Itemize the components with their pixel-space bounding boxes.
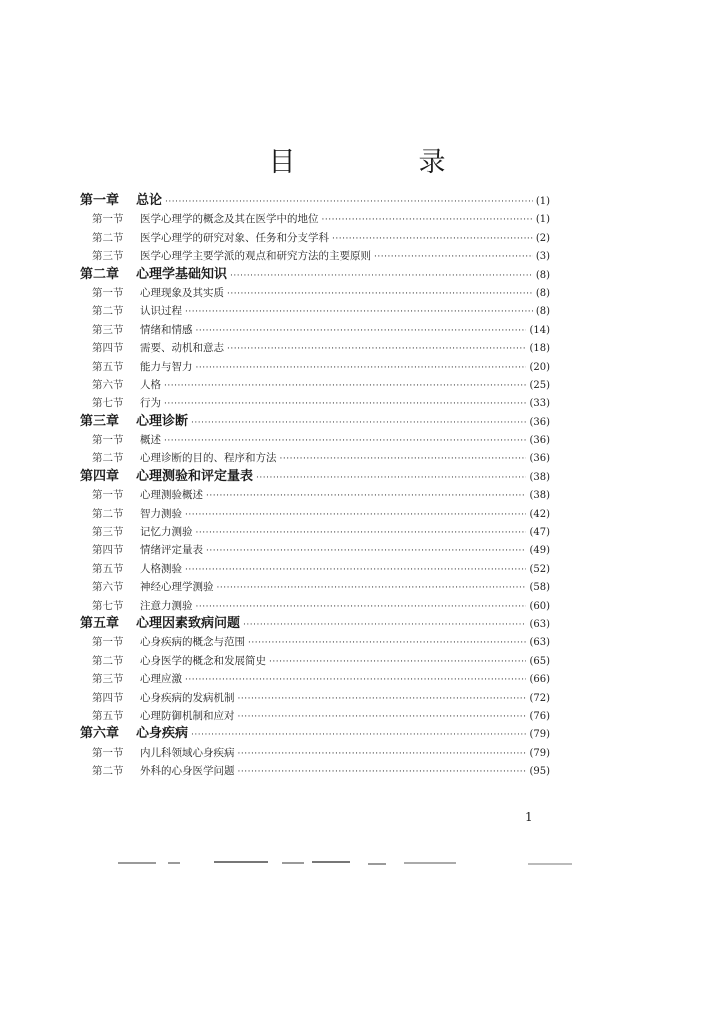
page-reference: (95) [529,766,550,778]
page-reference: (49) [529,545,550,557]
toc-chapter-row [80,192,550,210]
chapter-number: 第二章 [80,266,120,282]
section-number: 第六节 [92,581,124,594]
section-title: 心理诊断的目的、程序和方法 [140,452,277,465]
dot-leader [227,340,526,357]
section-title: 心身疾病的发病机制 [140,691,235,704]
section-title: 注意力测验 [140,599,193,612]
section-title: 记忆力测验 [140,526,193,539]
section-number: 第一节 [92,286,124,299]
dot-leader [322,211,533,228]
chapter-number: 第六章 [80,726,120,742]
chapter-title: 心理因素致病问题 [136,615,241,631]
page-reference: (63) [529,618,550,630]
scan-streak [528,863,572,865]
page-reference: (66) [529,674,550,686]
page-title: 目 录 [268,147,494,178]
section-number: 第四节 [92,691,124,704]
section-title: 医学心理学主要学派的观点和研究方法的主要原则 [140,250,371,263]
section-title: 医学心理学的研究对象、任务和分支学科 [140,231,329,244]
section-number: 第二节 [92,231,124,244]
page-reference: (42) [529,508,550,520]
toc-chapter-row [80,725,550,743]
toc-section-row [80,689,550,707]
section-number: 第三节 [92,250,124,263]
toc-section-row [80,652,550,670]
section-number: 第六节 [92,378,124,391]
section-number: 第二节 [92,507,124,520]
section-number: 第五节 [92,360,124,373]
toc-section-row [80,358,550,376]
section-number: 第五节 [92,709,124,722]
section-number: 第一节 [92,636,124,649]
dot-leader [196,322,527,339]
section-number: 第二节 [92,654,124,667]
dot-leader [191,414,526,431]
toc-section-row [80,486,550,504]
section-title: 概述 [140,434,161,447]
toc-section-row [80,523,550,541]
scan-streak [368,863,386,865]
scan-streak [118,862,156,864]
section-title: 行为 [140,397,161,410]
toc-section-row [80,744,550,762]
page-reference: (36) [529,435,550,447]
toc-section-row [80,762,550,780]
dot-leader [256,469,526,486]
section-title: 心身医学的概念和发展简史 [140,654,266,667]
page-reference: (60) [529,600,550,612]
scan-streak [312,861,350,863]
chapter-number: 第三章 [80,413,120,429]
page-number: 1 [525,810,533,824]
section-title: 医学心理学的概念及其在医学中的地位 [140,213,319,226]
section-number: 第一节 [92,746,124,759]
page-reference: (33) [529,398,550,410]
page-reference: (1) [535,196,550,207]
section-title: 心理现象及其实质 [140,286,224,299]
chapter-number: 第五章 [80,615,120,631]
section-title: 心理防御机制和应对 [140,709,235,722]
chapter-title: 总论 [136,193,163,208]
section-number: 第三节 [92,526,124,539]
dot-leader [238,708,527,725]
section-title: 人格测验 [140,562,182,575]
chapter-title: 心理学基础知识 [136,266,228,282]
toc-section-row [80,449,550,467]
section-number: 第二节 [92,305,124,318]
chapter-number: 第一章 [80,193,120,208]
section-number: 第七节 [92,397,124,410]
page-reference: (25) [529,379,550,391]
dot-leader [280,450,527,467]
section-title: 智力测验 [140,507,182,520]
dot-leader [165,193,533,210]
dot-leader [269,653,526,670]
dot-leader [196,524,527,541]
section-title: 人格 [140,378,161,391]
section-number: 第一节 [92,489,124,502]
chapter-title: 心理测验和评定量表 [136,468,254,484]
scan-streak [282,862,304,864]
dot-leader [332,230,533,247]
section-number: 第五节 [92,562,124,575]
page-reference: (76) [529,710,550,722]
toc-section-row [80,431,550,449]
toc-section-row [80,321,550,339]
toc-section-row [80,707,550,725]
section-number: 第三节 [92,323,124,336]
page-reference: (72) [529,692,550,704]
dot-leader [164,432,526,449]
section-number: 第二节 [92,452,124,465]
page-reference: (14) [529,324,550,336]
dot-leader [248,634,526,651]
page-reference: (1) [535,214,550,226]
page-reference: (38) [529,471,550,483]
page-reference: (52) [529,563,550,575]
dot-leader [206,542,526,559]
toc-section-row [80,229,550,247]
dot-leader [243,616,526,633]
dot-leader [185,671,526,688]
section-title: 神经心理学测验 [140,581,214,594]
page-reference: (58) [529,582,550,594]
page-reference: (36) [529,416,550,428]
dot-leader [191,726,526,743]
toc-section-row [80,210,550,228]
dot-leader [238,690,527,707]
dot-leader [238,763,527,780]
chapter-title: 心理诊断 [136,413,189,429]
dot-leader [185,506,526,523]
section-number: 第二节 [92,765,124,778]
toc-section-row [80,597,550,615]
page-reference: (8) [535,269,550,281]
page-reference: (20) [529,361,550,373]
section-title: 内儿科领域心身疾病 [140,746,235,759]
section-title: 情绪评定量表 [140,544,203,557]
scan-streak [168,862,180,864]
dot-leader [374,248,533,265]
toc-section-row [80,284,550,302]
toc-section-row [80,633,550,651]
page-reference: (2) [535,232,550,244]
toc-section-row [80,505,550,523]
toc-section-row [80,247,550,265]
toc-section-row [80,376,550,394]
section-title: 情绪和情感 [140,323,193,336]
section-title: 心身疾病的概念与范围 [140,636,245,649]
page-reference: (8) [535,287,550,299]
page-reference: (38) [529,490,550,502]
page-reference: (8) [535,306,550,318]
toc-chapter-row [80,413,550,431]
section-number: 第四节 [92,342,124,355]
section-title: 认识过程 [140,305,182,318]
page-reference: (63) [529,637,550,649]
section-title: 心理测验概述 [140,489,203,502]
section-title: 需要、动机和意志 [140,342,224,355]
toc-chapter-row [80,266,550,284]
scan-streak [404,862,456,864]
chapter-title: 心身疾病 [136,726,189,742]
dot-leader [217,579,527,596]
toc-section-row [80,541,550,559]
section-title: 能力与智力 [140,360,193,373]
section-title: 心理应激 [140,673,182,686]
toc-section-row [80,560,550,578]
dot-leader [230,267,533,284]
table-of-contents [80,192,550,781]
chapter-number: 第四章 [80,468,120,484]
page-reference: (79) [529,729,550,741]
dot-leader [185,303,533,320]
section-number: 第四节 [92,544,124,557]
section-title: 外科的心身医学问题 [140,765,235,778]
page-reference: (65) [529,655,550,667]
dot-leader [164,377,526,394]
dot-leader [227,285,533,302]
section-number: 第三节 [92,673,124,686]
page-reference: (18) [529,343,550,355]
page-reference: (36) [529,453,550,465]
dot-leader [196,598,527,615]
toc-chapter-row [80,468,550,486]
toc-section-row [80,339,550,357]
page-reference: (3) [535,251,550,263]
toc-section-row [80,302,550,320]
section-number: 第一节 [92,213,124,226]
dot-leader [164,395,526,412]
section-number: 第一节 [92,434,124,447]
dot-leader [238,745,527,762]
page-reference: (47) [529,527,550,539]
dot-leader [206,487,526,504]
section-number: 第七节 [92,599,124,612]
scan-streak [214,861,268,863]
toc-chapter-row [80,615,550,633]
dot-leader [196,359,527,376]
dot-leader [185,561,526,578]
page-reference: (79) [529,747,550,759]
toc-section-row [80,578,550,596]
toc-section-row [80,394,550,412]
toc-section-row [80,670,550,688]
scan-artifact-lines [118,858,578,866]
